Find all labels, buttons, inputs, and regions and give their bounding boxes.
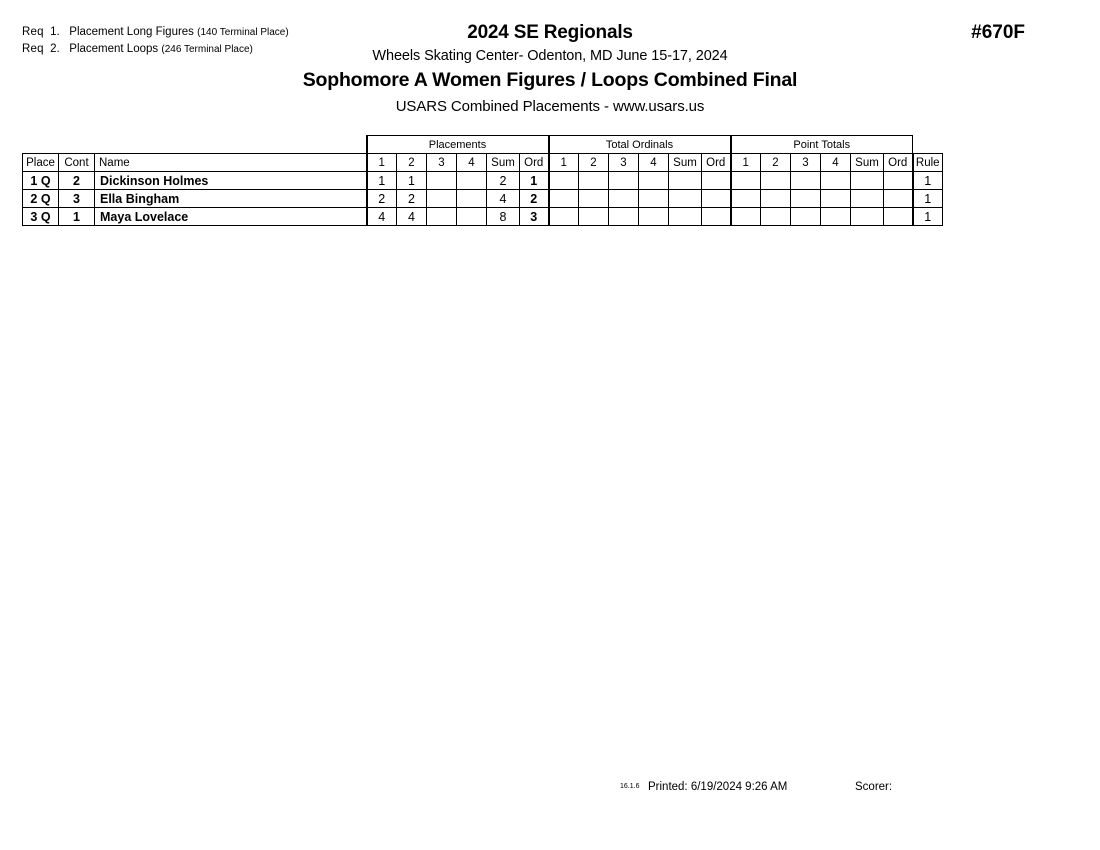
col-head-rule: Rule [913,154,943,172]
col-head-ordinals-ord: Ord [702,154,731,172]
page-title: 2024 SE Regionals [467,22,633,43]
cell-rule: 1 [913,190,943,208]
col-head-placements-ord: Ord [520,154,549,172]
col-head-placements-judge-4: 4 [457,154,487,172]
cell-placements-j2: 1 [397,172,427,190]
results-sheet [22,135,943,226]
column-header-row [23,154,943,172]
col-head-points-judge-1: 1 [731,154,761,172]
cell-placements-ord: 1 [520,172,549,190]
col-head-points-judge-4: 4 [821,154,851,172]
group-header-point-totals: Point Totals [731,136,913,154]
cell-placements-j1: 4 [367,208,397,226]
cell-points-j4 [821,172,851,190]
cell-ordinals-j2 [579,190,609,208]
cell-points-j4 [821,190,851,208]
cell-ordinals-ord [702,208,731,226]
group-header-row [23,136,943,154]
document-header [0,22,1100,115]
group-spacer [95,136,367,154]
col-head-ordinals-judge-4: 4 [639,154,669,172]
table-row [23,208,943,226]
cell-placements-ord: 3 [520,208,549,226]
group-spacer [23,136,59,154]
col-head-placements-sum: Sum [487,154,520,172]
cell-points-sum [851,190,884,208]
group-header-total-ordinals: Total Ordinals [549,136,731,154]
cell-ordinals-j4 [639,208,669,226]
cell-placements-j1: 1 [367,172,397,190]
col-head-points-sum: Sum [851,154,884,172]
cell-ordinals-ord [702,190,731,208]
col-head-points-judge-2: 2 [761,154,791,172]
requirement-label: Req [22,26,44,38]
cell-points-j1 [731,172,761,190]
cell-ordinals-j4 [639,190,669,208]
cell-cont: 3 [59,190,95,208]
cell-placements-j3 [427,172,457,190]
venue-line: Wheels Skating Center- Odenton, MD June 15-17, 2024 [372,48,728,64]
cell-ordinals-j1 [549,208,579,226]
cell-ordinals-j3 [609,208,639,226]
cell-points-j3 [791,190,821,208]
col-head-cont: Cont [59,154,95,172]
col-head-placements-judge-3: 3 [427,154,457,172]
requirement-number: 2. [50,42,60,55]
col-head-placements-judge-1: 1 [367,154,397,172]
requirement-detail: (246 Terminal Place) [161,43,253,55]
cell-placements-j4 [457,172,487,190]
col-head-points-judge-3: 3 [791,154,821,172]
subtitle-line: USARS Combined Placements - www.usars.us [395,98,705,115]
cell-ordinals-sum [669,208,702,226]
requirement-text: Placement Loops [69,42,159,55]
printed-label: Printed: 6/19/2024 9:26 AM [648,781,788,793]
cell-placements-j4 [457,208,487,226]
cell-rule: 1 [913,208,943,226]
cell-ordinals-j3 [609,190,639,208]
cell-ordinals-j1 [549,172,579,190]
cell-ordinals-sum [669,190,702,208]
cell-points-j3 [791,172,821,190]
cell-points-j2 [761,208,791,226]
cell-placements-sum: 8 [487,208,520,226]
requirement-label: Req [22,42,44,55]
cell-points-j3 [791,208,821,226]
cell-points-ord [884,172,913,190]
col-head-ordinals-judge-2: 2 [579,154,609,172]
col-head-place: Place [23,154,59,172]
cell-place: 2 Q [23,190,59,208]
cell-points-j1 [731,208,761,226]
cell-placements-sum: 4 [487,190,520,208]
results-table [22,135,943,226]
group-spacer [913,136,943,154]
cell-ordinals-j4 [639,172,669,190]
cell-placements-j1: 2 [367,190,397,208]
version-label: 16.1.6 [620,783,640,790]
table-row [23,190,943,208]
cell-points-j4 [821,208,851,226]
col-head-placements-judge-2: 2 [397,154,427,172]
cell-ordinals-sum [669,172,702,190]
col-head-ordinals-sum: Sum [669,154,702,172]
col-head-ordinals-judge-3: 3 [609,154,639,172]
cell-points-j1 [731,190,761,208]
cell-ordinals-ord [702,172,731,190]
cell-points-ord [884,208,913,226]
col-head-name: Name [95,154,367,172]
document-footer [0,781,1100,797]
table-row [23,172,943,190]
event-number: #670F [971,22,1025,43]
requirement-detail: (140 Terminal Place) [197,27,289,38]
cell-points-ord [884,190,913,208]
cell-placements-j3 [427,190,457,208]
cell-place: 3 Q [23,208,59,226]
cell-cont: 1 [59,208,95,226]
scorer-label: Scorer: [855,781,893,793]
cell-ordinals-j3 [609,172,639,190]
cell-placements-ord: 2 [520,190,549,208]
group-header-placements: Placements [367,136,549,154]
cell-placements-j4 [457,190,487,208]
requirement-text: Placement Long Figures [69,26,194,38]
cell-ordinals-j1 [549,190,579,208]
cell-place: 1 Q [23,172,59,190]
event-title: Sophomore A Women Figures / Loops Combined Final [302,69,798,91]
requirement-number: 1. [50,26,60,38]
cell-placements-j3 [427,208,457,226]
cell-name: Dickinson Holmes [95,172,367,190]
cell-cont: 2 [59,172,95,190]
cell-ordinals-j2 [579,208,609,226]
cell-rule: 1 [913,172,943,190]
cell-points-sum [851,172,884,190]
cell-placements-sum: 2 [487,172,520,190]
cell-name: Maya Lovelace [95,208,367,226]
col-head-ordinals-judge-1: 1 [549,154,579,172]
group-spacer [59,136,95,154]
cell-points-j2 [761,190,791,208]
cell-name: Ella Bingham [95,190,367,208]
cell-placements-j2: 2 [397,190,427,208]
cell-placements-j2: 4 [397,208,427,226]
col-head-points-ord: Ord [884,154,913,172]
cell-ordinals-j2 [579,172,609,190]
cell-points-sum [851,208,884,226]
cell-points-j2 [761,172,791,190]
